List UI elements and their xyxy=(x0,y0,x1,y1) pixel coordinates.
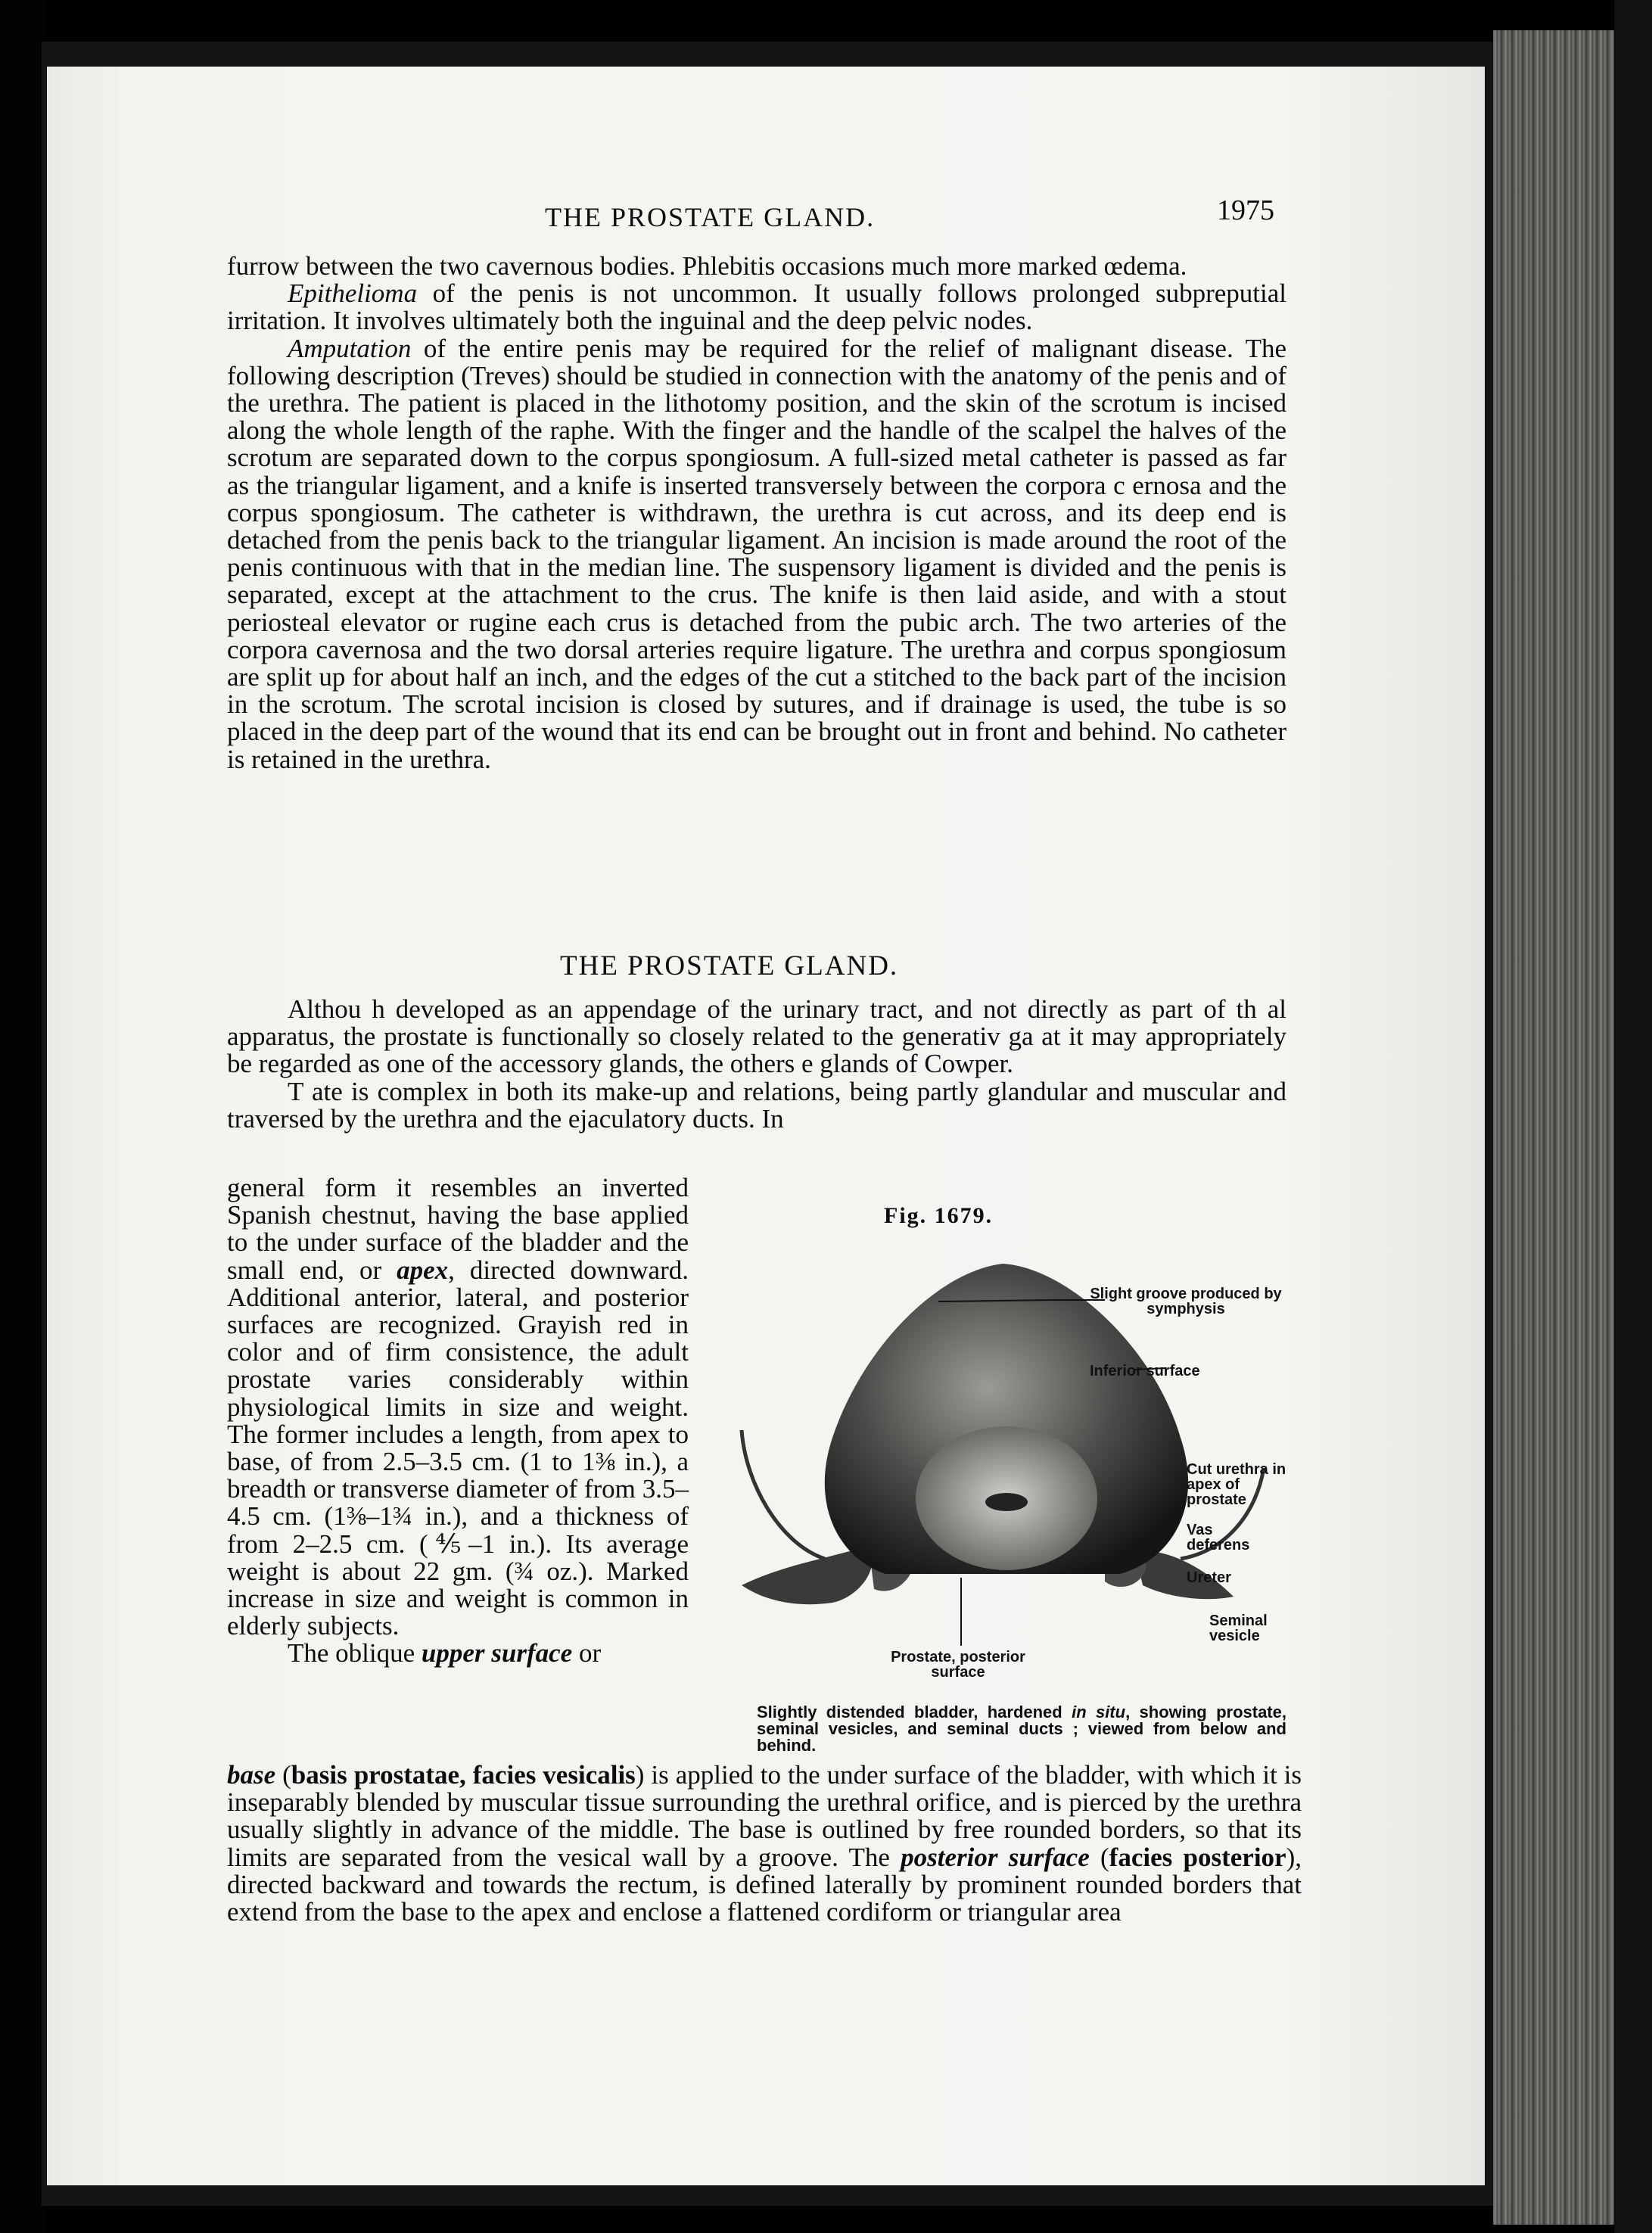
figure-1679 xyxy=(711,1241,1294,1703)
paragraph: furrow between the two cavernous bodies. Phlebitis occasions much more marked œdema. xyxy=(227,251,1187,281)
term: base xyxy=(227,1760,276,1790)
running-title: THE PROSTATE GLAND. xyxy=(545,202,876,232)
top-text xyxy=(227,253,1286,773)
paragraph-text: ) is applied to the under surface of the bladder, with which it is inseparably blended by muscular tissue surrounding the urethral orifice, and is pierced by the urethra usually slightly in advance of the middle. The base is outlined by free rounded borders, so that its limits are separated from the vesical wall by a groove. The xyxy=(227,1760,1302,1872)
term: Epithelioma xyxy=(288,278,418,309)
paragraph-text: The oblique xyxy=(288,1638,422,1669)
paragraph-text: general form it resembles an inverted Spanish chestnut, having the base applied to the under surface of the bladder and the small end, or xyxy=(227,1173,689,1285)
paragraph xyxy=(227,1640,689,1667)
paragraph-text: ), directed backward and towards the rectum, is defined laterally by prominent rounded borders that extend from the base to the apex and enclose a flattened cordiform or triangular area xyxy=(227,1842,1302,1927)
paragraph: Althou h developed as an appendage of the urinary tract, and not directly as part of th al apparatus, the prostate is functionally so closely related to the generativ ga at it may appropriately be regarded as one of the accessory glands, the others e glands of Cowper. xyxy=(227,994,1286,1079)
book-gutter xyxy=(0,0,44,2233)
label-groove: Slight groove produced by symphysis xyxy=(1090,1286,1282,1317)
wrapped-text xyxy=(227,1174,689,1668)
latin-term: basis prostatae, facies vesicalis xyxy=(291,1760,636,1790)
label-posterior-surface: Prostate, posterior surface xyxy=(891,1649,1025,1681)
label-vas-deferens: Vas deferens xyxy=(1187,1522,1250,1553)
scan-border xyxy=(1614,0,1652,2233)
paragraph-text: of the penis is not uncommon. It usually follows prolonged subpreputial irritation. It involves ultimately both the inguinal and the deep pelvic nodes. xyxy=(227,278,1286,336)
figure-caption xyxy=(757,1704,1286,1754)
paragraph-text: or xyxy=(572,1638,602,1669)
caption-text: Slightly distended bladder, hardened xyxy=(757,1703,1072,1721)
paragraph-text: of the entire penis may be required for the relief of malignant disease. The following description (Treves) should be studied in connection with the anatomy of the penis and of the urethra. The patient is placed in the lithotomy position, and the skin of the scrotum is incised along the whole length of the raphe. With the finger and the handle of the scalpel the halves of the scrotum are separated down to the corpus spongiosum. A full-sized metal catheter is passed as far as the triangular ligament, and a knife is inserted transversely between the corpora c ernosa and the corpus spongiosum. The catheter is withdrawn, the urethra is cut across, and its deep end is detached from the penis back to the triangular ligament. An incision is made around the root of the penis continuous with that in the median line. The suspensory ligament is divided and the penis is separated, except at the attachment to the crus. The knife is then laid aside, and with a stout periosteal elevator or rugine each crus is detached from the pubic arch. The two arteries of the corpora cavernosa and the two dorsal arteries require ligature. The urethra and corpus spongiosum are split up for about half an inch, and the edges of the cut a stitched to the back part of the incision in the scrotum. The scrotal incision is closed by sutures, and if drainage is used, the tube is so placed in the deep part of the wound that its end can be brought out in front and behind. No catheter is retained in the urethra. xyxy=(227,333,1286,774)
latin-term: facies posterior xyxy=(1109,1842,1286,1872)
page-number: 1975 xyxy=(1217,194,1274,226)
paragraph-text: ( xyxy=(1089,1842,1109,1872)
section-intro xyxy=(227,996,1286,1133)
paragraph-text: , directed downward. Additional anterior, lateral, and posterior surfaces are recognized. Grayish red in color and of firm consistence, the adult prostate varies considerably within physiological limits in size and weight. The former includes a length, from apex to base, of from 2.5–3.5 cm. (1 to 1⅜ in.), a breadth or transverse diameter of from 3.5–4.5 cm. (1⅜–1¾ in.), and a thickness of from 2–2.5 cm. (⅘–1 in.). Its average weight is about 22 gm. (¾ oz.). Marked increase in size and weight is common in elderly subjects. xyxy=(227,1255,689,1641)
paragraph xyxy=(227,1174,689,1640)
caption-text: , showing prostate, seminal vesicles, and seminal ducts ; viewed from below and behind. xyxy=(757,1703,1286,1755)
section-heading: THE PROSTATE GLAND. xyxy=(560,950,899,981)
label-seminal-vesicle: Seminal vesicle xyxy=(1209,1613,1268,1644)
bottom-text xyxy=(227,1762,1302,1926)
term: apex xyxy=(397,1255,449,1285)
paragraph: T ate is complex in both its make-up and relations, being partly glandular and muscular and traversed by the urethra and the ejaculatory ducts. In xyxy=(227,1076,1286,1134)
term: upper surface xyxy=(421,1638,573,1669)
paragraph xyxy=(227,335,1286,773)
label-ureter: Ureter xyxy=(1187,1569,1231,1586)
term: posterior surface xyxy=(901,1842,1090,1872)
paragraph-text: ( xyxy=(275,1760,291,1790)
paragraph xyxy=(227,280,1286,334)
figure-number: Fig. 1679. xyxy=(884,1203,994,1228)
caption-term: in situ xyxy=(1072,1703,1126,1721)
label-cut-urethra: Cut urethra in apex of prostate xyxy=(1187,1461,1286,1508)
label-inferior-surface: Inferior surface xyxy=(1090,1363,1200,1379)
paragraph xyxy=(227,1762,1302,1926)
term: Amputation xyxy=(288,333,412,363)
